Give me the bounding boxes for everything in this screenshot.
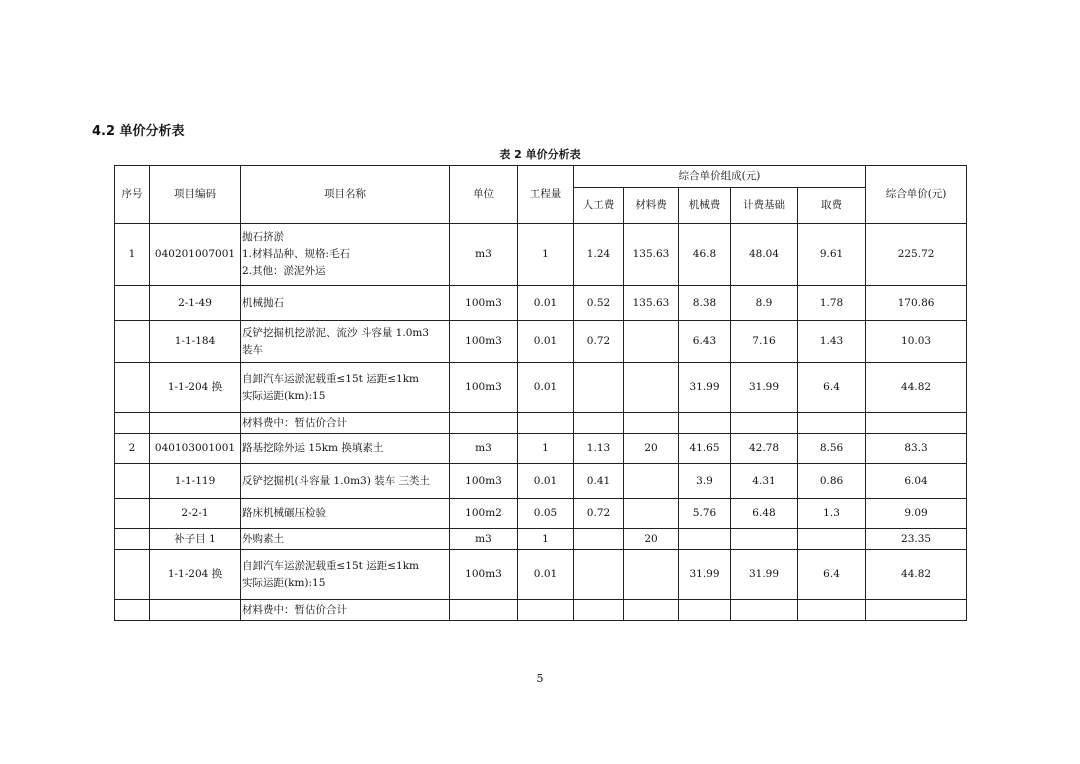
cell-name (241, 224, 450, 286)
cell-fee-base (731, 600, 798, 621)
cell-seq (115, 499, 150, 529)
cell-code (150, 600, 241, 621)
table-row (115, 464, 967, 499)
item-name-line: 2.其他：淤泥外运 (242, 264, 326, 277)
table-body (115, 224, 967, 621)
cell-code: 1-1-204 换 (150, 550, 241, 600)
cell-code (150, 413, 241, 434)
cell-name (241, 321, 450, 363)
cell-name (241, 499, 450, 529)
cell-name (241, 464, 450, 499)
cell-fee: 8.56 (798, 434, 866, 464)
cell-code: 040201007001 (150, 224, 241, 286)
cell-unit: m3 (450, 434, 518, 464)
header-seq: 序号 (115, 166, 150, 224)
cell-labor (574, 600, 624, 621)
table-row (115, 529, 967, 550)
item-name-line: 材料费中：暂估价合计 (242, 603, 347, 616)
table-caption: 表 2 单价分析表 (499, 148, 581, 161)
cell-labor: 0.52 (574, 286, 624, 321)
cell-labor: 1.13 (574, 434, 624, 464)
cell-material: 135.63 (624, 224, 679, 286)
item-name-line: 实际运距(km):15 (242, 576, 326, 589)
cell-material (624, 413, 679, 434)
item-name-line: 路床机械碾压检验 (242, 507, 326, 520)
header-composite-group: 综合单价组成(元) (574, 166, 866, 188)
cell-seq: 2 (115, 434, 150, 464)
cell-material (624, 600, 679, 621)
cell-total: 9.09 (866, 499, 967, 529)
cell-seq (115, 413, 150, 434)
cell-qty: 0.01 (518, 286, 574, 321)
item-name-line: 抛石挤淤 (242, 231, 284, 244)
cell-code: 1-1-204 换 (150, 363, 241, 413)
cell-fee: 0.86 (798, 464, 866, 499)
cell-seq (115, 550, 150, 600)
cell-fee: 6.4 (798, 363, 866, 413)
cell-code: 补子目 1 (150, 529, 241, 550)
header-unit: 单位 (450, 166, 518, 224)
cell-seq (115, 321, 150, 363)
cell-name (241, 413, 450, 434)
cell-fee-base (731, 529, 798, 550)
cell-name (241, 434, 450, 464)
cell-material: 135.63 (624, 286, 679, 321)
table-row (115, 434, 967, 464)
cell-fee: 9.61 (798, 224, 866, 286)
cell-fee-base: 6.48 (731, 499, 798, 529)
cell-unit: 100m2 (450, 499, 518, 529)
item-name-line: 装车 (242, 343, 263, 356)
cell-qty (518, 413, 574, 434)
cell-fee-base: 4.31 (731, 464, 798, 499)
cell-fee: 1.78 (798, 286, 866, 321)
cell-code: 1-1-184 (150, 321, 241, 363)
header-fee-base: 计费基础 (731, 188, 798, 224)
cell-qty: 0.01 (518, 363, 574, 413)
cell-machinery: 8.38 (679, 286, 731, 321)
cell-machinery: 5.76 (679, 499, 731, 529)
cell-qty: 0.01 (518, 321, 574, 363)
unit-price-analysis-table (114, 165, 967, 621)
cell-seq (115, 286, 150, 321)
cell-machinery: 31.99 (679, 363, 731, 413)
cell-fee (798, 600, 866, 621)
cell-total (866, 413, 967, 434)
header-total: 综合单价(元) (866, 166, 967, 224)
cell-seq (115, 600, 150, 621)
item-name-line: 材料费中：暂估价合计 (242, 416, 347, 429)
cell-total: 6.04 (866, 464, 967, 499)
table-row (115, 413, 967, 434)
cell-fee-base: 31.99 (731, 550, 798, 600)
cell-labor: 0.72 (574, 499, 624, 529)
cell-code: 2-1-49 (150, 286, 241, 321)
cell-fee (798, 529, 866, 550)
cell-fee-base: 7.16 (731, 321, 798, 363)
cell-machinery: 3.9 (679, 464, 731, 499)
cell-machinery: 31.99 (679, 550, 731, 600)
cell-material: 20 (624, 529, 679, 550)
cell-unit (450, 413, 518, 434)
section-title: 4.2 单价分析表 (92, 124, 185, 139)
cell-material (624, 499, 679, 529)
table-row (115, 499, 967, 529)
cell-qty: 0.01 (518, 550, 574, 600)
item-name-line: 外购素土 (242, 532, 284, 545)
cell-total: 44.82 (866, 550, 967, 600)
cell-seq (115, 529, 150, 550)
cell-total: 170.86 (866, 286, 967, 321)
cell-machinery (679, 413, 731, 434)
cell-total: 23.35 (866, 529, 967, 550)
header-labor: 人工费 (574, 188, 624, 224)
cell-fee: 1.43 (798, 321, 866, 363)
cell-machinery: 46.8 (679, 224, 731, 286)
cell-qty: 1 (518, 224, 574, 286)
cell-seq (115, 464, 150, 499)
cell-total: 44.82 (866, 363, 967, 413)
cell-unit: 100m3 (450, 321, 518, 363)
item-name-line: 自卸汽车运淤泥载重≤15t 运距≤1km (242, 559, 420, 572)
header-machinery: 机械费 (679, 188, 731, 224)
header-fee: 取费 (798, 188, 866, 224)
cell-seq: 1 (115, 224, 150, 286)
table-row (115, 600, 967, 621)
cell-code: 2-2-1 (150, 499, 241, 529)
cell-unit: 100m3 (450, 550, 518, 600)
cell-labor: 0.72 (574, 321, 624, 363)
header-name: 项目名称 (241, 166, 450, 224)
item-name-line: 路基挖除外运 15km 换填素土 (242, 442, 384, 455)
cell-machinery: 6.43 (679, 321, 731, 363)
cell-unit (450, 600, 518, 621)
cell-unit: 100m3 (450, 286, 518, 321)
table-row (115, 224, 967, 286)
cell-seq (115, 363, 150, 413)
cell-qty (518, 600, 574, 621)
item-name-line: 反铲挖掘机(斗容量 1.0m3) 装车 三类土 (242, 474, 431, 487)
cell-labor: 1.24 (574, 224, 624, 286)
cell-name (241, 529, 450, 550)
cell-machinery (679, 529, 731, 550)
cell-name (241, 286, 450, 321)
cell-fee-base: 42.78 (731, 434, 798, 464)
cell-machinery (679, 600, 731, 621)
cell-total: 83.3 (866, 434, 967, 464)
item-name-line: 1.材料品种、规格:毛石 (242, 248, 351, 261)
cell-material (624, 363, 679, 413)
cell-name (241, 600, 450, 621)
cell-material (624, 550, 679, 600)
cell-fee: 1.3 (798, 499, 866, 529)
item-name-line: 机械抛石 (242, 296, 284, 309)
cell-fee-base: 8.9 (731, 286, 798, 321)
table-row (115, 363, 967, 413)
cell-material (624, 321, 679, 363)
table-row (115, 286, 967, 321)
header-material: 材料费 (624, 188, 679, 224)
cell-material (624, 464, 679, 499)
cell-fee-base (731, 413, 798, 434)
page-number: 5 (536, 672, 544, 685)
cell-fee-base: 31.99 (731, 363, 798, 413)
cell-name (241, 363, 450, 413)
table-row (115, 321, 967, 363)
cell-machinery: 41.65 (679, 434, 731, 464)
cell-unit: 100m3 (450, 464, 518, 499)
cell-unit: m3 (450, 224, 518, 286)
cell-unit: 100m3 (450, 363, 518, 413)
cell-qty: 0.01 (518, 464, 574, 499)
cell-fee-base: 48.04 (731, 224, 798, 286)
cell-total: 10.03 (866, 321, 967, 363)
cell-total: 225.72 (866, 224, 967, 286)
cell-labor (574, 363, 624, 413)
cell-labor (574, 550, 624, 600)
cell-unit: m3 (450, 529, 518, 550)
cell-code: 1-1-119 (150, 464, 241, 499)
cell-fee (798, 413, 866, 434)
cell-name (241, 550, 450, 600)
item-name-line: 自卸汽车运淤泥载重≤15t 运距≤1km (242, 372, 420, 385)
cell-qty: 0.05 (518, 499, 574, 529)
item-name-line: 实际运距(km):15 (242, 389, 326, 402)
cell-material: 20 (624, 434, 679, 464)
header-qty: 工程量 (518, 166, 574, 224)
cell-qty: 1 (518, 529, 574, 550)
table-row (115, 550, 967, 600)
cell-qty: 1 (518, 434, 574, 464)
cell-fee: 6.4 (798, 550, 866, 600)
item-name-line: 反铲挖掘机挖淤泥、流沙 斗容量 1.0m3 (242, 326, 430, 339)
header-code: 项目编码 (150, 166, 241, 224)
cell-code: 040103001001 (150, 434, 241, 464)
cell-labor (574, 529, 624, 550)
cell-total (866, 600, 967, 621)
cell-labor (574, 413, 624, 434)
cell-labor: 0.41 (574, 464, 624, 499)
